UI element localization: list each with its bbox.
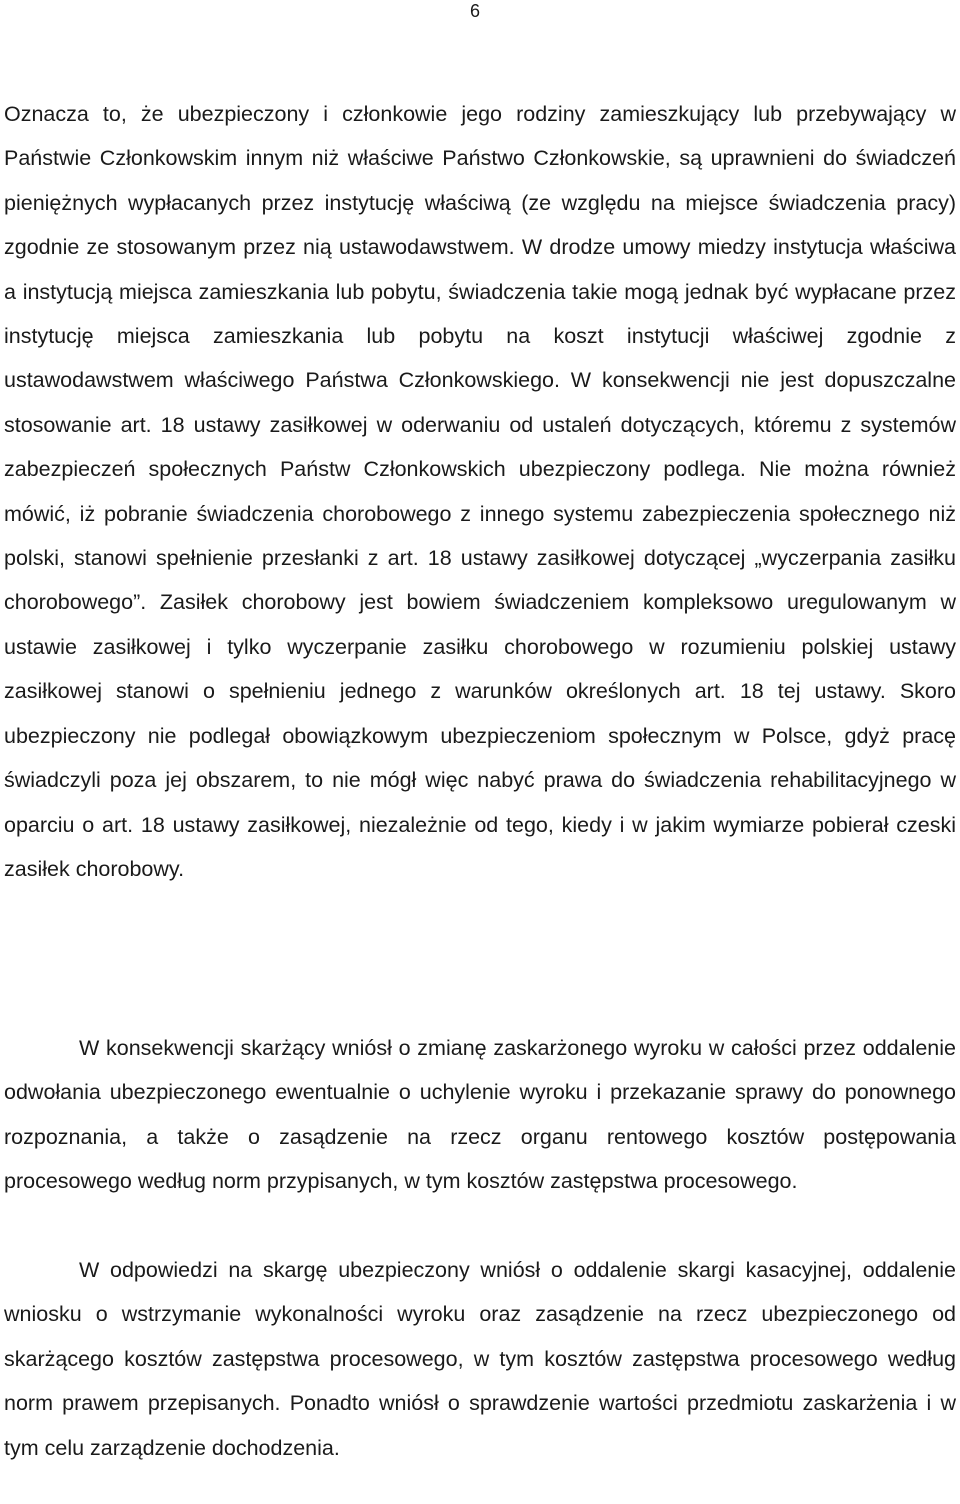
paragraph-2: W konsekwencji skarżący wniósł o zmianę zaskarżonego wyroku w całości przez oddalenie odwołania ubezpieczonego ewentualnie o uchylenie wyroku i przekazanie sprawy do ponownego rozpoznania, a także o zasądzenie na rzecz organu rentowego kosztów postępowania procesowego według norm przypisanych, w tym kosztów zastępstwa procesowego. (4, 1036, 956, 1194)
page-number: 6 (470, 1, 481, 21)
paragraph-1: Oznacza to, że ubezpieczony i członkowie jego rodziny zamieszkujący lub przebywający w Państwie Członkowskim innym niż właściwe Państwo Członkowskie, są uprawnieni do świadczeń pieniężnych wypłacanych przez instytucję właściwą (ze względu na miejsce świadczenia pracy) zgodnie ze stosowanym przez nią ustawodawstwem. W drodze umowy miedzy instytucja właściwa a instytucją miejsca zamieszkania lub pobytu, świadczenia takie mogą jednak być wypłacane przez instytucję miejsca zamieszkania lub pobytu na koszt instytucji właściwej zgodnie z ustawodawstwem właściwego Państwa Członkowskiego. W konsekwencji nie jest dopuszczalne stosowanie art. 18 ustawy zasiłkowej w oderwaniu od ustaleń dotyczących, któremu z systemów zabezpieczeń społecznych Państw Członkowskich ubezpieczony podlega. Nie można również mówić, iż pobranie świadczenia chorobowego z innego systemu zabezpieczenia społecznego niż polski, stanowi spełnienie przesłanki z art. 18 ustawy zasiłkowej dotyczącej „wyczerpania zasiłku chorobowego”. Zasiłek chorobowy jest bowiem świadczeniem kompleksowo uregulowanym w ustawie zasiłkowej i tylko wyczerpanie zasiłku chorobowego w rozumieniu polskiej ustawy zasiłkowej stanowi o spełnieniu jednego z warunków określonych art. 18 tej ustawy. Skoro ubezpieczony nie podlegał obowiązkowym ubezpieczeniom społecznym w Polsce, gdyż pracę świadczyli poza jej obszarem, to nie mógł więc nabyć prawa do świadczenia rehabilitacyjnego w oparciu o art. 18 ustawy zasiłkowej, niezależnie od tego, kiedy i w jakim wymiarze pobierał czeski zasiłek chorobowy. (4, 102, 956, 881)
paragraph-3: W odpowiedzi na skargę ubezpieczony wniósł o oddalenie skargi kasacyjnej, oddalenie wniosku o wstrzymanie wykonalności wyroku oraz zasądzenie na rzecz ubezpieczonego od skarżącego kosztów zastępstwa procesowego, w tym kosztów zastępstwa procesowego według norm prawem przepisanych. Ponadto wniósł o sprawdzenie wartości przedmiotu zaskarżenia i w tym celu zarządzenie dochodzenia. (4, 1258, 956, 1460)
